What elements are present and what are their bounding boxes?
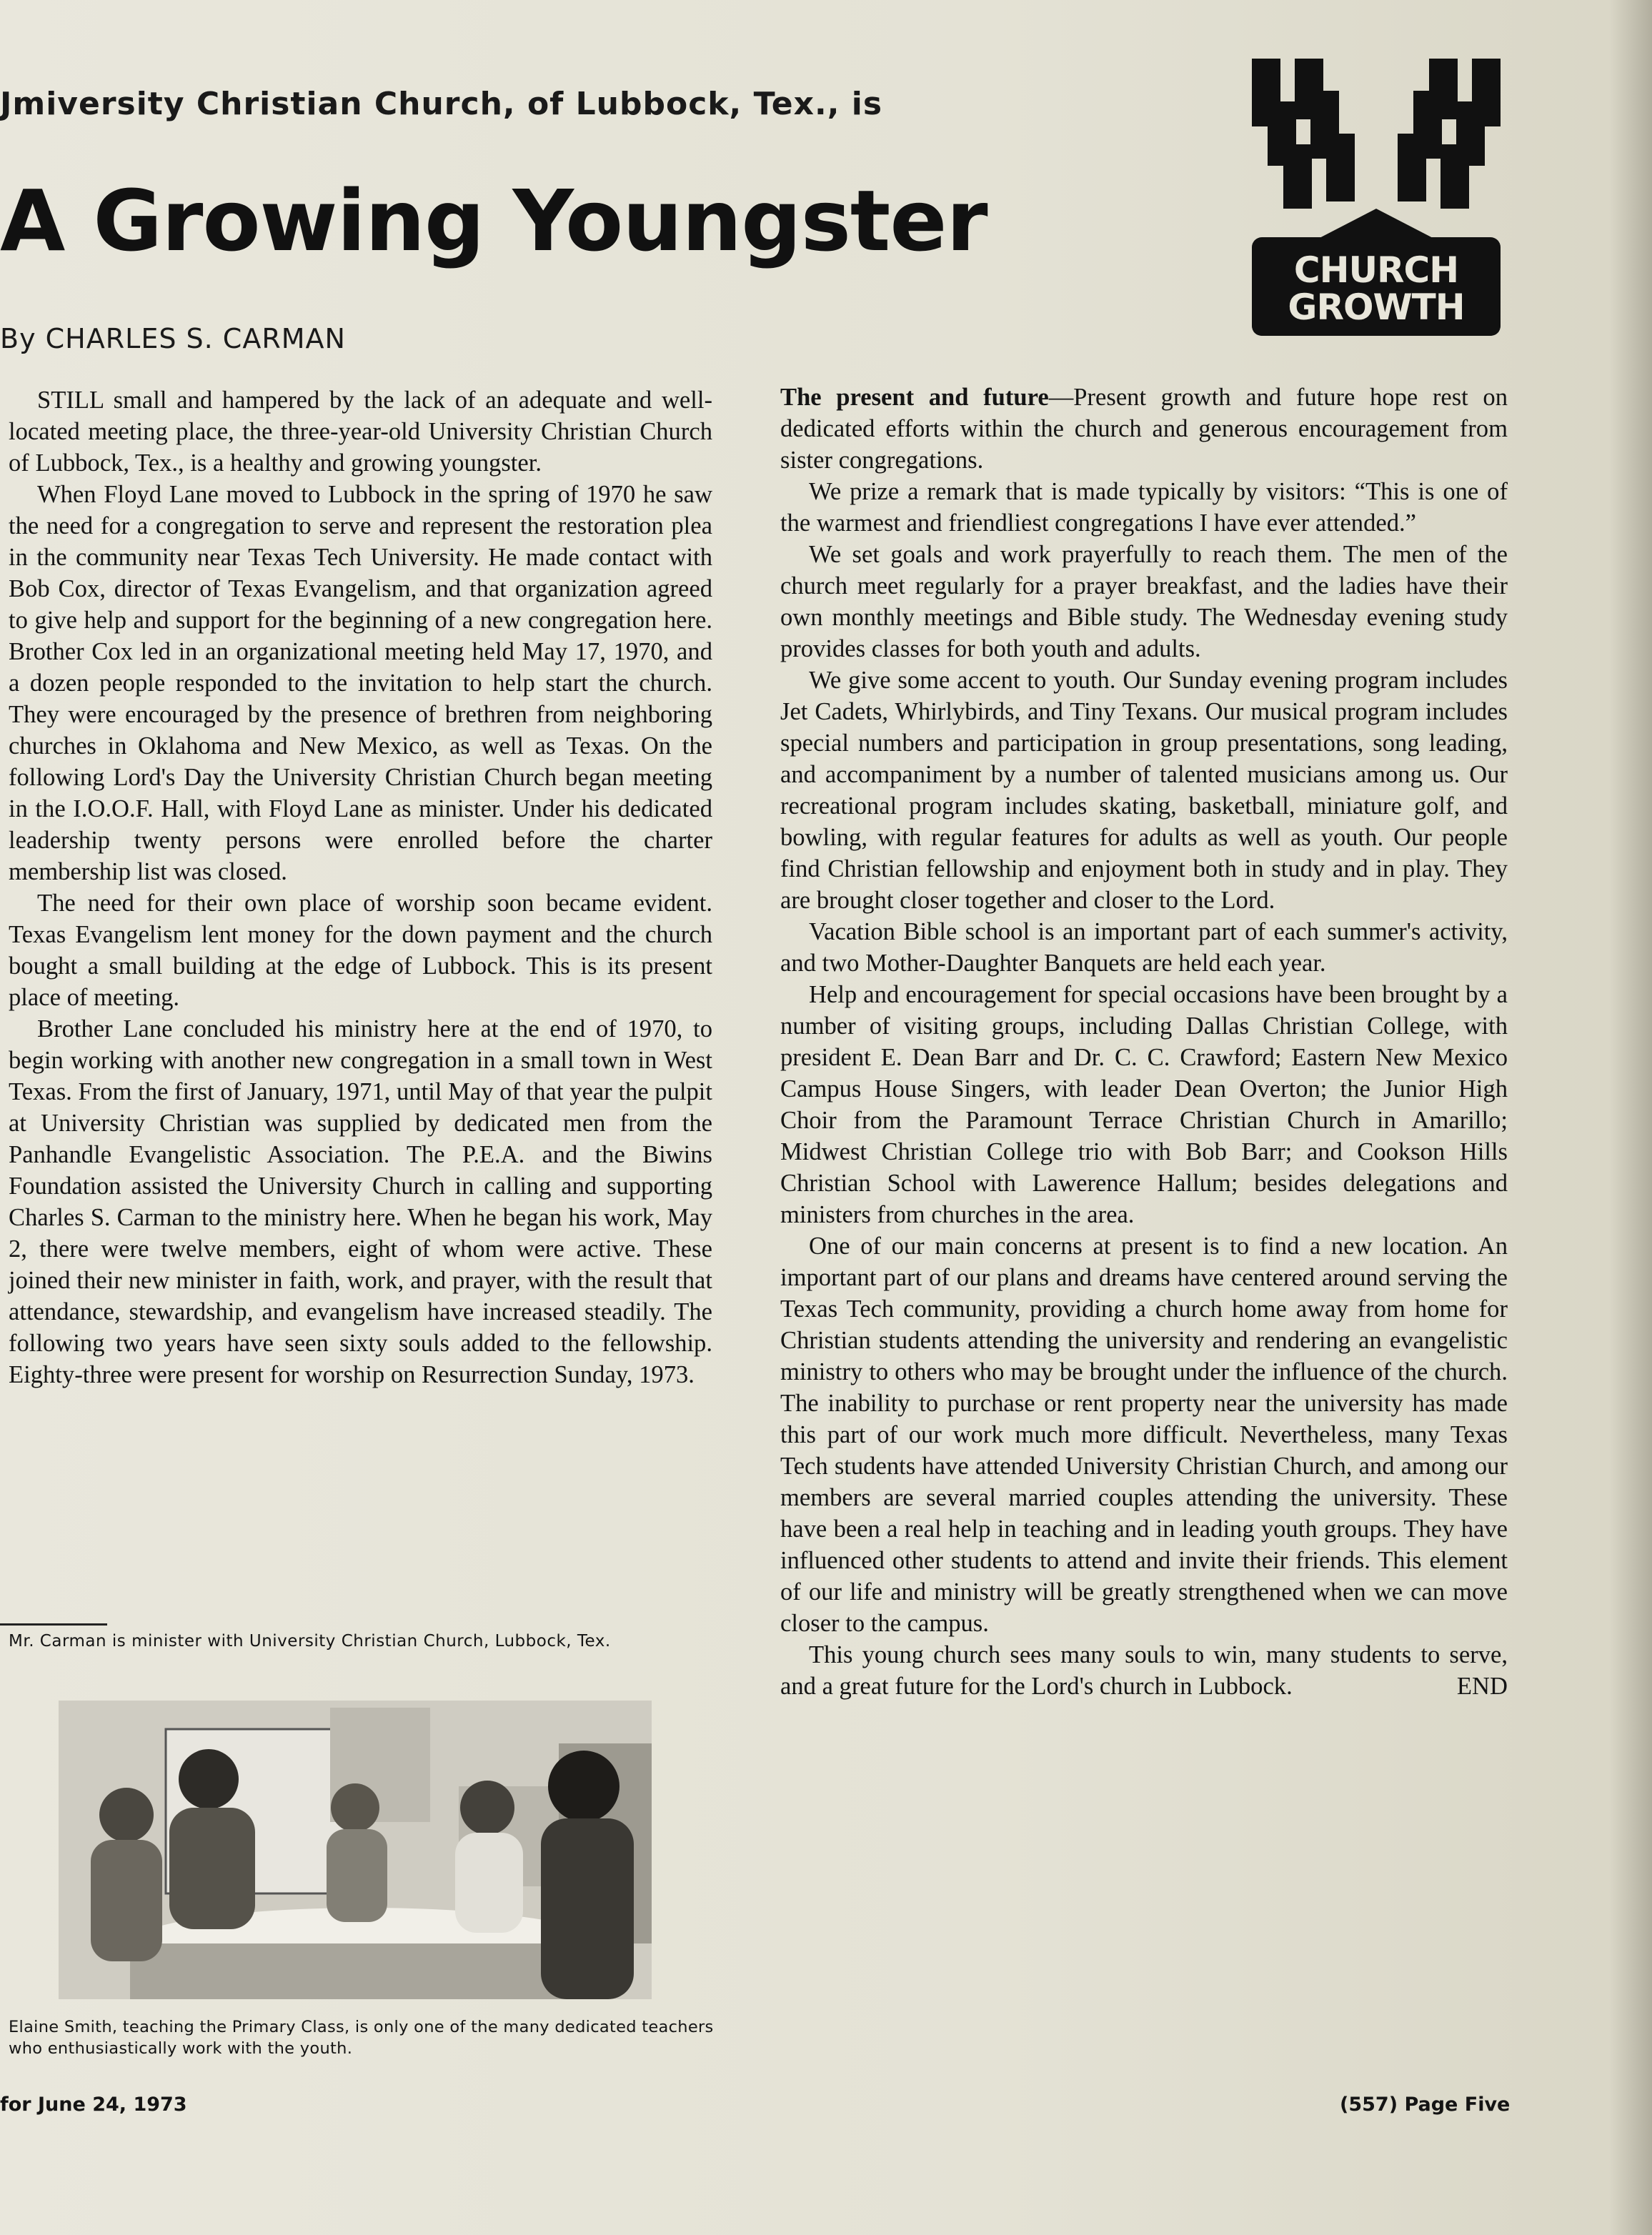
author-footnote: Mr. Carman is minister with University Christian Church, Lubbock, Tex. (9, 1632, 611, 1651)
logo-word-church: CHURCH (1293, 249, 1459, 291)
article-byline: By CHARLES S. CARMAN (0, 323, 346, 354)
paragraph: STILL small and hampered by the lack of an adequate and well-located meeting place, the three-year-old University Christian Church of Lubbock, Tex., is a healthy and growing youngster. (9, 387, 712, 477)
footnote-rule (0, 1623, 107, 1626)
classroom-photo (59, 1701, 652, 1999)
end-mark: END (1456, 1673, 1508, 1700)
paragraph: Vacation Bible school is an important part of each summer's activity, and two Mother-Daughter Banquets are held each year. (780, 918, 1508, 977)
church-growth-logo (1252, 59, 1501, 336)
page-edge-shadow (1609, 0, 1652, 2235)
paragraph: We set goals and work prayerfully to reach them. The men of the church meet regularly for a prayer breakfast, and the ladies have their own monthly meetings and Bible study. The Wednesday evening study provides classes for both youth and adults. (780, 541, 1508, 662)
paragraph: We prize a remark that is made typically by visitors: “This is one of the warmest and friendliest congregations I have ever attended.” (780, 478, 1508, 537)
classroom-photo-image (59, 1701, 652, 1999)
paragraph: When Floyd Lane moved to Lubbock in the spring of 1970 he saw the need for a congregation to serve and represent the restoration plea in the community near Texas Tech University. He made contact with Bob Cox, director of Texas Evangelism, and that organization agreed to give help and support for the beginning of a new congregation here. Brother Cox led in an organizational meeting held May 17, 1970, and a dozen people responded to the invitation to help start the church. They were encouraged by the presence of brethren from neighboring churches in Oklahoma and New Mexico, as well as Texas. On the following Lord's Day the University Christian Church began meeting in the I.O.O.F. Hall, with Floyd Lane as minister. Under his dedicated leadership twenty persons were enrolled before the charter membership list was closed. (9, 481, 712, 885)
lead-text: —Present growth and future hope rest on dedicated efforts within the church and generous encouragement from sister congregations. (780, 384, 1508, 474)
paragraph: We give some accent to youth. Our Sunday evening program includes Jet Cadets, Whirlybirds, and Tiny Texans. Our musical program includes special numbers and participation in group presentations, song leading, and accompaniment by a number of talented musicians among us. Our recreational program includes skating, basketball, miniature golf, and bowling, with regular features for adults as well as youth. Our people find Christian fellowship and enjoyment both in study and in play. They are brought closer together and closer to the Lord. (780, 667, 1508, 914)
paragraph: The need for their own place of worship soon became evident. Texas Evangelism lent money for the down payment and the church bought a small building at the edge of Lubbock. This is its present place of meeting. (9, 890, 712, 1011)
photo-caption: Elaine Smith, teaching the Primary Class, is only one of the many dedicated teachers who enthusiastically work with the youth. (9, 2018, 714, 2058)
page-number: (557) Page Five (1340, 2094, 1511, 2116)
paragraph: Help and encouragement for special occasions have been brought by a number of visiting groups, including Dallas Christian College, with president E. Dean Barr and Dr. C. C. Crawford; Eastern New Mexico Campus House Singers, with leader Dean Overton; the Junior High Choir from the Paramount Terrace Christian Church in Amarillo; Midwest Christian College trio with Bob Barr; and Cookson Hills Christian School with Lawerence Hallum; besides delegations and ministers from churches in the area. (780, 981, 1508, 1228)
article-kicker: Jmiversity Christian Church, of Lubbock, Tex., is (0, 86, 883, 122)
paragraph: Brother Lane concluded his ministry here at the end of 1970, to begin working with another new congregation in a small town in West Texas. From the first of January, 1971, until May of that year the pulpit at University Christian was supplied by dedicated men from the Panhandle Evangelistic Association. The P.E.A. and the Biwins Foundation assisted the University Church in calling and supporting Charles S. Carman to the ministry here. When he began his work, May 2, there were twelve members, eight of whom were active. These joined their new minister in faith, work, and prayer, with the result that attendance, stewardship, and evangelism have increased steadily. The following two years have seen sixty souls added to the fellowship. Eighty-three were present for worship on Resurrection Sunday, 1973. (9, 1015, 712, 1388)
left-column (9, 384, 712, 1390)
closing-paragraph (780, 1639, 1508, 1702)
section-heading: The present and future (780, 384, 1049, 411)
article-headline: A Growing Youngster (0, 171, 987, 270)
lead-paragraph (780, 382, 1508, 476)
right-column (780, 382, 1508, 1702)
paragraph: One of our main concerns at present is to find a new location. An important part of our plans and dreams have centered around serving the Texas Tech community, providing a church home away from home for Christian students attending the university and rendering an evangelistic ministry to others who may be brought under the influence of the church. The inability to purchase or rent property near the university has made this part of our work much more difficult. Nevertheless, many Texas Tech students have attended University Christian Church, and among our members are several married couples attending the university. These have been a real help in teaching and in leading youth groups. They have influenced other students to attend and invite their friends. This element of our life and ministry will be greatly strengthened when we can move closer to the campus. (780, 1233, 1508, 1637)
issue-date: for June 24, 1973 (0, 2094, 187, 2116)
closing-text: This young church sees many souls to win, many students to serve, and a great future for the Lord's church in Lubbock. (780, 1641, 1508, 1700)
logo-word-growth: GROWTH (1288, 287, 1465, 328)
